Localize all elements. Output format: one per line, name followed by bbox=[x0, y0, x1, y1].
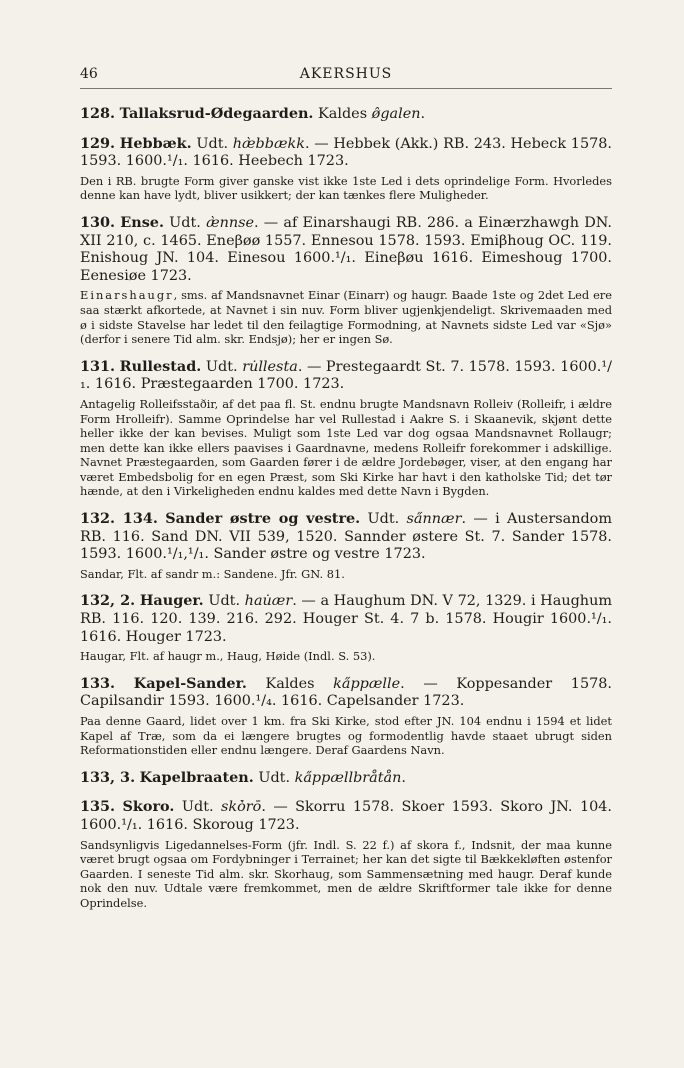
historical-forms: . — i Austersandom RB. 116. Sand DN. VII 539, 1520. Sannder østere St. 7. Sander 1578. 1593. 1600.¹/₁,¹/₁. Sander østre og vestre 1723. bbox=[80, 511, 612, 563]
entry-132-2: 132, 2. Hauger. Udt. hau̇ær. — a Haughum DN. V 72, 1329. i Haughum RB. 116. 120. 139. 216. 292. Houger St. 4. 7 b. 1578. Hougir 1600.¹/₁. 1616. Houger 1723. Haugar, Flt. af haugr m., Haug, Høide (Indl. S. 53). bbox=[80, 592, 612, 664]
historical-forms: . — Hebbek (Akk.) RB. 243. Hebeck 1578. 1593. 1600.¹/₁. 1616. Heebech 1723. bbox=[80, 135, 612, 170]
farm-name: Rullestad. bbox=[119, 357, 202, 375]
header-rule bbox=[80, 88, 612, 89]
entry-132-134: 132. 134. Sander østre og vestre. Udt. sa̋nnær. — i Austersandom RB. 116. Sand DN. VII 539, 1520. Sannder østere St. 7. Sander 1578. 1593. 1600.¹/₁,¹/₁. Sander østre og vestre 1723. Sandar, Flt. af sandr m.: Sandene. Jfr. GN. 81. bbox=[80, 510, 612, 581]
entry-note: Einarshaugr, sms. af Mandsnavnet Einar (Einarr) og haugr. Baade 1ste og 2det Led ere saa stærkt afkortede, at Navnet i sin nuv. Form bliver ugjenkjendeligt. Skrivemaaden med ø i sidste Stavelse har ledet til den feilagtige Formodning, at Navnets sidste Led var «Sjø» (derfor i senere Tid alm. skr. Endsjø); her er ingen Sø. bbox=[80, 288, 612, 347]
pronunciation: ru̇llesta bbox=[242, 358, 298, 375]
entry-number: 132. 134. bbox=[80, 510, 158, 528]
entry-number: 133. bbox=[80, 674, 116, 692]
pronunciation: ka̋ppælle bbox=[333, 675, 401, 692]
historical-forms: . — Skorru 1578. Skoer 1593. Skoro JN. 104. 1600.¹/₁. 1616. Skoroug 1723. bbox=[80, 799, 612, 833]
pronunciation: ø̂galen bbox=[371, 106, 421, 122]
entry-130: 130. Ense. Udt. æ̀nnse. — af Einarshaugi RB. 286. a Einærzhawgh DN. XII 210, c. 1465. Eneβøø 1557. Ennesou 1578. 1593. Emiβhoug OC. 119. Enishoug JN. 104. Einesou 1600.¹/₁. Eineβøu 1616. Eimeshoug 1700. Eenesiøe 1723. Einarshaugr, sms. af Mandsnavnet Einar (Einarr) og haugr. Baade 1ste og 2det Led ere saa stærkt afkortede, at Navnet i sin nuv. Form bliver ugjenkjendeligt. Skrivemaaden med ø i sidste Stavelse har ledet til den feilagtige Formodning, at Navnets sidste Led var «Sjø» (derfor i senere Tid alm. skr. Endsjø); her er ingen Sø. bbox=[80, 213, 612, 347]
page-number: 46 bbox=[80, 66, 98, 82]
entry-note: Sandsynligvis Ligedannelses-Form (jfr. Indl. S. 22 f.) af skora f., Indsnit, der maa kunne været brugt ogsaa om Fordybninger i Terrainet; her kan det sigte til Bækkekløften østenfor Gaarden. I seneste Tid alm. skr. Skorhaug, som Sammensætning med haugr. Deraf kunde nok den nuv. Udtale være fremkommet, men de ældre Skriftformer tale ikke for denne Oprindelse. bbox=[80, 837, 612, 910]
entry-note: Haugar, Flt. af haugr m., Haug, Høide (Indl. S. 53). bbox=[80, 649, 376, 664]
page bbox=[80, 62, 612, 922]
entry-number: 133, 3. bbox=[80, 768, 136, 786]
farm-name: Ense. bbox=[120, 213, 164, 231]
farm-name: Kapelbraaten. bbox=[139, 768, 254, 786]
entry-number: 131. bbox=[80, 357, 116, 375]
pronunciation: ka̋ppællbråtån bbox=[294, 769, 402, 786]
entry-number: 132, 2. bbox=[80, 592, 136, 610]
entry-129: 129. Hebbæk. Udt. hæ̀bbækk. — Hebbek (Akk.) RB. 243. Hebeck 1578. 1593. 1600.¹/₁. 1616. Heebech 1723. Den i RB. brugte Form giver ganske vist ikke 1ste Led i dets oprindelige Form. Hvorledes denne kan have lydt, bliver usikkert; der kan tænkes flere Muligheder. bbox=[80, 134, 612, 203]
pronunciation: æ̀nnse bbox=[206, 214, 255, 231]
historical-forms: . — Prestegaardt St. 7. 1578. 1593. 1600.¹/₁. 1616. Præstegaarden 1700. 1723. bbox=[80, 358, 612, 393]
entry-number: 129. bbox=[80, 134, 116, 152]
pronunciation: skȯ̀rō bbox=[221, 799, 262, 816]
entry-note: Antagelig Rolleifsstaðir, af det paa fl. St. endnu brugte Mandsnavn Rolleiv (Rolleifr, i ældre Form Hrolleifr). Samme Oprindelse har vel Rullestad i Aakre S. i Skaanevik, skjønt dette heller ikke der kan bevises. Muligt som 1ste Led var dog ogsaa Mandsnavnet Rollaugr; men dette kan ikke ellers paavises i Gaardnavne, medens Rolleifr forekommer i adskillige. Navnet Præstegaarden, som Gaarden fører i de ældre Jordebøger, viser, at den engang har været Embedsbolig for en egen Præst, som Ski Kirke har havt i den katholske Tid; det tør hænde, at den i Virkeligheden endnu kaldes med dette Navn i Bygden. bbox=[80, 396, 612, 499]
farm-name: Sander østre og vestre. bbox=[165, 510, 361, 528]
running-title: AKERSHUS bbox=[299, 66, 393, 82]
farm-name: Hebbæk. bbox=[119, 134, 192, 152]
farm-name: Tallaksrud-Ødegaarden. bbox=[119, 105, 314, 122]
entry-number: 135. bbox=[80, 798, 116, 816]
entry-131: 131. Rullestad. Udt. ru̇llesta. — Prestegaardt St. 7. 1578. 1593. 1600.¹/₁. 1616. Præstegaarden 1700. 1723. Antagelig Rolleifsstaðir, af det paa fl. St. endnu brugte Mandsnavn Rolleiv (Rolleifr, i ældre Form Hrolleifr). Samme Oprindelse har vel Rullestad i Aakre S. i Skaanevik, skjønt dette heller ikke der kan bevises. Muligt som 1ste Led var dog ogsaa Mandsnavnet Rollaugr; men dette kan ikke ellers paavises i Gaardnavne, medens Rolleifr forekommer i adskillige. Navnet Præstegaarden, som Gaarden fører i de ældre Jordebøger, viser, at den engang har været Embedsbolig for en egen Præst, som Ski Kirke har havt i den katholske Tid; det tør hænde, at den i Virkeligheden endnu kaldes med dette Navn i Bygden. bbox=[80, 357, 612, 499]
pronunciation: hæ̀bbækk bbox=[232, 135, 305, 152]
historical-forms: . — af Einarshaugi RB. 286. a Einærzhawgh DN. XII 210, c. 1465. Eneβøø 1557. Ennesou 1578. 1593. Emiβhoug OC. 119. Enishoug JN. 104. Einesou 1600.¹/₁. Eineβøu 1616. Eimeshoug 1700. Eenesiøe 1723. bbox=[80, 214, 612, 284]
entry-note: Den i RB. brugte Form giver ganske vist ikke 1ste Led i dets oprindelige Form. Hvorledes denne kan have lydt, bliver usikkert; der kan tænkes flere Muligheder. bbox=[80, 173, 612, 203]
pronunciation: sa̋nnær bbox=[406, 511, 462, 528]
entry-note: Paa denne Gaard, lidet over 1 km. fra Ski Kirke, stod efter JN. 104 endnu i 1594 et lidet Kapel af Træ, som da ei længere brugtes og formodentlig havde staaet ubrugt siden Reformationstiden eller endnu længere. Deraf Gaardens Navn. bbox=[80, 714, 612, 758]
entry-135: 135. Skoro. Udt. skȯ̀rō. — Skorru 1578. Skoer 1593. Skoro JN. 104. 1600.¹/₁. 1616. Skoroug 1723. Sandsynligvis Ligedannelses-Form (jfr. Indl. S. 22 f.) af skora f., Indsnit, der maa kunne været brugt ogsaa om Fordybninger i Terrainet; her kan det sigte til Bækkekløften østenfor Gaarden. I seneste Tid alm. skr. Skorhaug, som Sammensætning med haugr. Deraf kunde nok den nuv. Udtale være fremkommet, men de ældre Skriftformer tale ikke for denne Oprindelse. bbox=[80, 798, 612, 910]
pronunciation: hau̇ær bbox=[244, 593, 293, 610]
entry-number: 130. bbox=[80, 213, 116, 231]
page-header bbox=[80, 62, 612, 86]
entry-128: 128. Tallaksrud-Ødegaarden. Kaldes ø̂galen. bbox=[80, 105, 426, 122]
historical-forms: . — a Haughum DN. V 72, 1329. i Haughum RB. 116. 120. 139. 216. 292. Houger St. 4. 7 b. 1578. Hougir 1600.¹/₁. 1616. Houger 1723. bbox=[80, 593, 612, 645]
entry-note: Sandar, Flt. af sandr m.: Sandene. Jfr. GN. 81. bbox=[80, 566, 345, 581]
farm-name: Hauger. bbox=[139, 592, 204, 610]
entry-133-3: 133, 3. Kapelbraaten. Udt. ka̋ppællbråtån. bbox=[80, 768, 406, 786]
historical-forms: . — Koppesander 1578. Capilsandir 1593. 1600.¹/₄. 1616. Capelsander 1723. bbox=[80, 675, 612, 710]
farm-name: Skoro. bbox=[122, 798, 175, 816]
entry-number: 128. bbox=[80, 105, 116, 122]
farm-name: Kapel-Sander. bbox=[133, 674, 247, 692]
entry-133: 133. Kapel-Sander. Kaldes ka̋ppælle. — Koppesander 1578. Capilsandir 1593. 1600.¹/₄. 1616. Capelsander 1723. Paa denne Gaard, lidet over 1 km. fra Ski Kirke, stod efter JN. 104 endnu i 1594 et lidet Kapel af Træ, som da ei længere brugtes og formodentlig havde staaet ubrugt siden Reformationstiden eller endnu længere. Deraf Gaardens Navn. bbox=[80, 674, 612, 758]
